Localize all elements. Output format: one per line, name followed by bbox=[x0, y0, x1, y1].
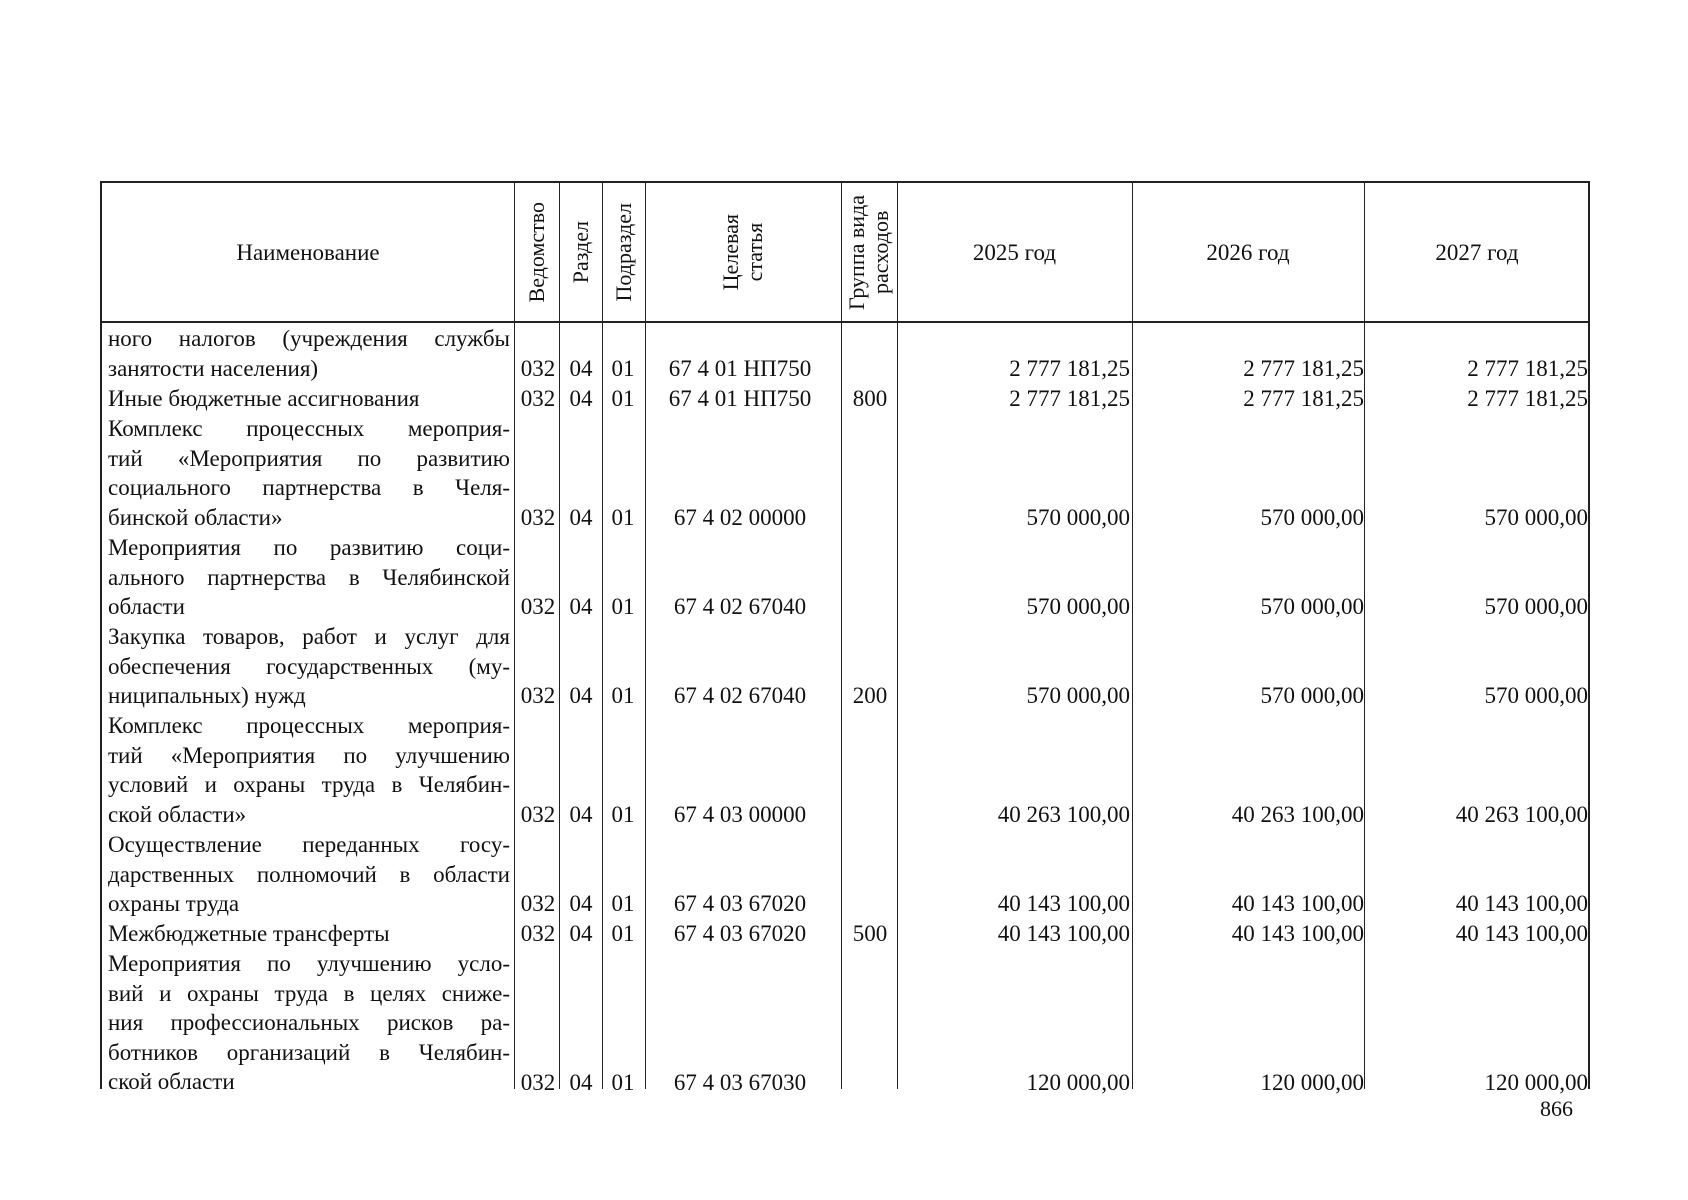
cell-name-line: ния профессиональных рисков ра- bbox=[108, 1010, 510, 1036]
cell-vedomstvo: 032 bbox=[520, 802, 556, 827]
cell-name-line: дарственных полномочий в области bbox=[108, 861, 510, 887]
cell-celevaya: 67 4 01 НП750 bbox=[668, 386, 812, 411]
cell-name-line: вий и охраны труда в целях сниже- bbox=[108, 980, 510, 1006]
cell-podrazdel: 01 bbox=[611, 891, 635, 916]
header-razdel: Раздел bbox=[567, 221, 593, 284]
cell-name bbox=[108, 414, 510, 532]
cell-year-2027: 570 000,00 bbox=[1484, 683, 1588, 708]
cell-name-line: Мероприятия по улучшению усло- bbox=[108, 951, 510, 976]
cell-vedomstvo: 032 bbox=[520, 1070, 556, 1095]
cell-razdel: 04 bbox=[569, 802, 593, 827]
cell-gruppa: 800 bbox=[852, 386, 888, 411]
cell-year-2026: 2 777 181,25 bbox=[1243, 386, 1364, 411]
cell-gruppa bbox=[848, 889, 892, 919]
cell-name-line: бинской области» bbox=[108, 504, 283, 530]
table-row bbox=[102, 324, 1588, 384]
cell-vedomstvo: 032 bbox=[520, 921, 556, 946]
cell-year-2025: 2 777 181,25 bbox=[1009, 386, 1130, 411]
header-name: Наименование bbox=[236, 239, 380, 265]
cell-podrazdel: 01 bbox=[611, 594, 635, 619]
header-podrazdel: Подраздел bbox=[610, 203, 636, 302]
cell-year-2025: 40 263 100,00 bbox=[997, 802, 1130, 827]
cell-year-2025: 120 000,00 bbox=[1026, 1070, 1130, 1095]
cell-razdel: 04 bbox=[569, 386, 593, 411]
cell-name bbox=[108, 919, 510, 949]
cell-year-2025: 40 143 100,00 bbox=[997, 891, 1130, 916]
cell-year-2026: 570 000,00 bbox=[1260, 683, 1364, 708]
cell-year-2027: 2 777 181,25 bbox=[1467, 356, 1588, 381]
cell-name-line: Мероприятия по развитию соци- bbox=[108, 535, 510, 560]
cell-vedomstvo: 032 bbox=[520, 356, 556, 381]
cell-name-line: ской области bbox=[108, 1069, 235, 1095]
cell-year-2027: 570 000,00 bbox=[1484, 594, 1588, 619]
header-celevaya: Целевая статья bbox=[718, 214, 767, 291]
table-row bbox=[102, 384, 1588, 414]
header-vedomstvo: Ведомство bbox=[523, 202, 549, 303]
cell-year-2027: 40 143 100,00 bbox=[1455, 891, 1588, 916]
cell-year-2026: 570 000,00 bbox=[1260, 505, 1364, 530]
table-row bbox=[102, 919, 1588, 949]
cell-razdel: 04 bbox=[569, 505, 593, 530]
header-year-2026: 2026 год bbox=[1206, 239, 1290, 265]
cell-year-2025: 2 777 181,25 bbox=[1009, 356, 1130, 381]
cell-name bbox=[108, 324, 510, 383]
header-year-2027: 2027 год bbox=[1435, 239, 1519, 265]
cell-celevaya: 67 4 02 67040 bbox=[673, 683, 807, 708]
cell-name-line: тий «Мероприятия по улучшению bbox=[108, 742, 510, 768]
cell-celevaya: 67 4 03 67020 bbox=[673, 921, 807, 946]
cell-year-2027: 120 000,00 bbox=[1484, 1070, 1588, 1095]
cell-name bbox=[108, 830, 510, 919]
cell-gruppa bbox=[848, 1068, 892, 1098]
cell-gruppa bbox=[848, 354, 892, 384]
cell-name bbox=[108, 384, 510, 414]
cell-vedomstvo: 032 bbox=[520, 386, 556, 411]
cell-razdel: 04 bbox=[569, 891, 593, 916]
table-row bbox=[102, 414, 1588, 533]
cell-vedomstvo: 032 bbox=[520, 891, 556, 916]
cell-name-line: Межбюджетные трансферты bbox=[108, 921, 390, 946]
cell-name bbox=[108, 949, 510, 1097]
cell-name bbox=[108, 622, 510, 711]
cell-podrazdel: 01 bbox=[611, 921, 635, 946]
cell-vedomstvo: 032 bbox=[520, 594, 556, 619]
table-row bbox=[102, 533, 1588, 622]
cell-name-line: тий «Мероприятия по развитию bbox=[108, 445, 510, 471]
cell-name-line: условий и охраны труда в Челябин- bbox=[108, 772, 510, 798]
cell-name-line: охраны труда bbox=[108, 891, 240, 917]
cell-year-2027: 2 777 181,25 bbox=[1467, 386, 1588, 411]
cell-celevaya: 67 4 02 67040 bbox=[673, 594, 807, 619]
cell-name bbox=[108, 711, 510, 829]
cell-podrazdel: 01 bbox=[611, 356, 635, 381]
cell-podrazdel: 01 bbox=[611, 386, 635, 411]
cell-year-2025: 570 000,00 bbox=[1026, 683, 1130, 708]
cell-name-line: Осуществление переданных госу- bbox=[108, 832, 510, 857]
cell-name-line: Иные бюджетные ассигнования bbox=[108, 386, 420, 411]
table-row bbox=[102, 830, 1588, 919]
cell-name-line: Комплекс процессных мероприя- bbox=[108, 416, 510, 441]
cell-year-2026: 40 263 100,00 bbox=[1231, 802, 1364, 827]
cell-podrazdel: 01 bbox=[611, 1070, 635, 1095]
cell-year-2026: 40 143 100,00 bbox=[1231, 891, 1364, 916]
cell-celevaya: 67 4 03 67030 bbox=[673, 1070, 807, 1095]
cell-vedomstvo: 032 bbox=[520, 505, 556, 530]
cell-year-2025: 570 000,00 bbox=[1026, 594, 1130, 619]
cell-name-line: области bbox=[108, 594, 185, 620]
cell-podrazdel: 01 bbox=[611, 683, 635, 708]
cell-name-line: ской области» bbox=[108, 801, 247, 827]
page-number: 866 bbox=[1540, 1096, 1573, 1121]
budget-table bbox=[100, 181, 1590, 1095]
cell-name-line: ального партнерства в Челябинской bbox=[108, 564, 510, 590]
cell-name-line: Закупка товаров, работ и услуг для bbox=[108, 624, 510, 649]
cell-celevaya: 67 4 02 00000 bbox=[673, 505, 807, 530]
cell-celevaya: 67 4 01 НП750 bbox=[668, 356, 812, 381]
cell-gruppa bbox=[848, 800, 892, 830]
cell-year-2025: 40 143 100,00 bbox=[997, 921, 1130, 946]
cell-name-line: социального партнерства в Челя- bbox=[108, 475, 510, 501]
cell-name-line: занятости населения) bbox=[108, 355, 319, 381]
cell-razdel: 04 bbox=[569, 356, 593, 381]
cell-gruppa: 500 bbox=[852, 921, 888, 946]
cell-podrazdel: 01 bbox=[611, 802, 635, 827]
cell-year-2027: 570 000,00 bbox=[1484, 505, 1588, 530]
header-gruppa: Группа вида расходов bbox=[844, 195, 893, 310]
table-row bbox=[102, 949, 1588, 1098]
cell-celevaya: 67 4 03 00000 bbox=[673, 802, 807, 827]
cell-razdel: 04 bbox=[569, 1070, 593, 1095]
table-row bbox=[102, 622, 1588, 711]
cell-name-line: обеспечения государственных (му- bbox=[108, 653, 510, 679]
table-row bbox=[102, 711, 1588, 830]
cell-gruppa bbox=[848, 503, 892, 533]
cell-name-line: ботников организаций в Челябин- bbox=[108, 1039, 510, 1065]
cell-celevaya: 67 4 03 67020 bbox=[673, 891, 807, 916]
cell-name-line: ного налогов (учреждения службы bbox=[108, 326, 510, 351]
cell-gruppa: 200 bbox=[852, 683, 888, 708]
header-year-2025: 2025 год bbox=[972, 239, 1057, 265]
cell-razdel: 04 bbox=[569, 921, 593, 946]
cell-razdel: 04 bbox=[569, 683, 593, 708]
cell-name-line: ниципальных) нужд bbox=[108, 683, 306, 709]
cell-year-2027: 40 263 100,00 bbox=[1455, 802, 1588, 827]
cell-year-2026: 40 143 100,00 bbox=[1231, 921, 1364, 946]
cell-year-2027: 40 143 100,00 bbox=[1455, 921, 1588, 946]
cell-podrazdel: 01 bbox=[611, 505, 635, 530]
cell-razdel: 04 bbox=[569, 594, 593, 619]
cell-vedomstvo: 032 bbox=[520, 683, 556, 708]
cell-gruppa bbox=[848, 592, 892, 622]
cell-year-2026: 2 777 181,25 bbox=[1243, 356, 1364, 381]
cell-name bbox=[108, 533, 510, 622]
cell-year-2026: 570 000,00 bbox=[1260, 594, 1364, 619]
cell-year-2026: 120 000,00 bbox=[1260, 1070, 1364, 1095]
cell-name-line: Комплекс процессных мероприя- bbox=[108, 713, 510, 738]
cell-year-2025: 570 000,00 bbox=[1026, 505, 1130, 530]
